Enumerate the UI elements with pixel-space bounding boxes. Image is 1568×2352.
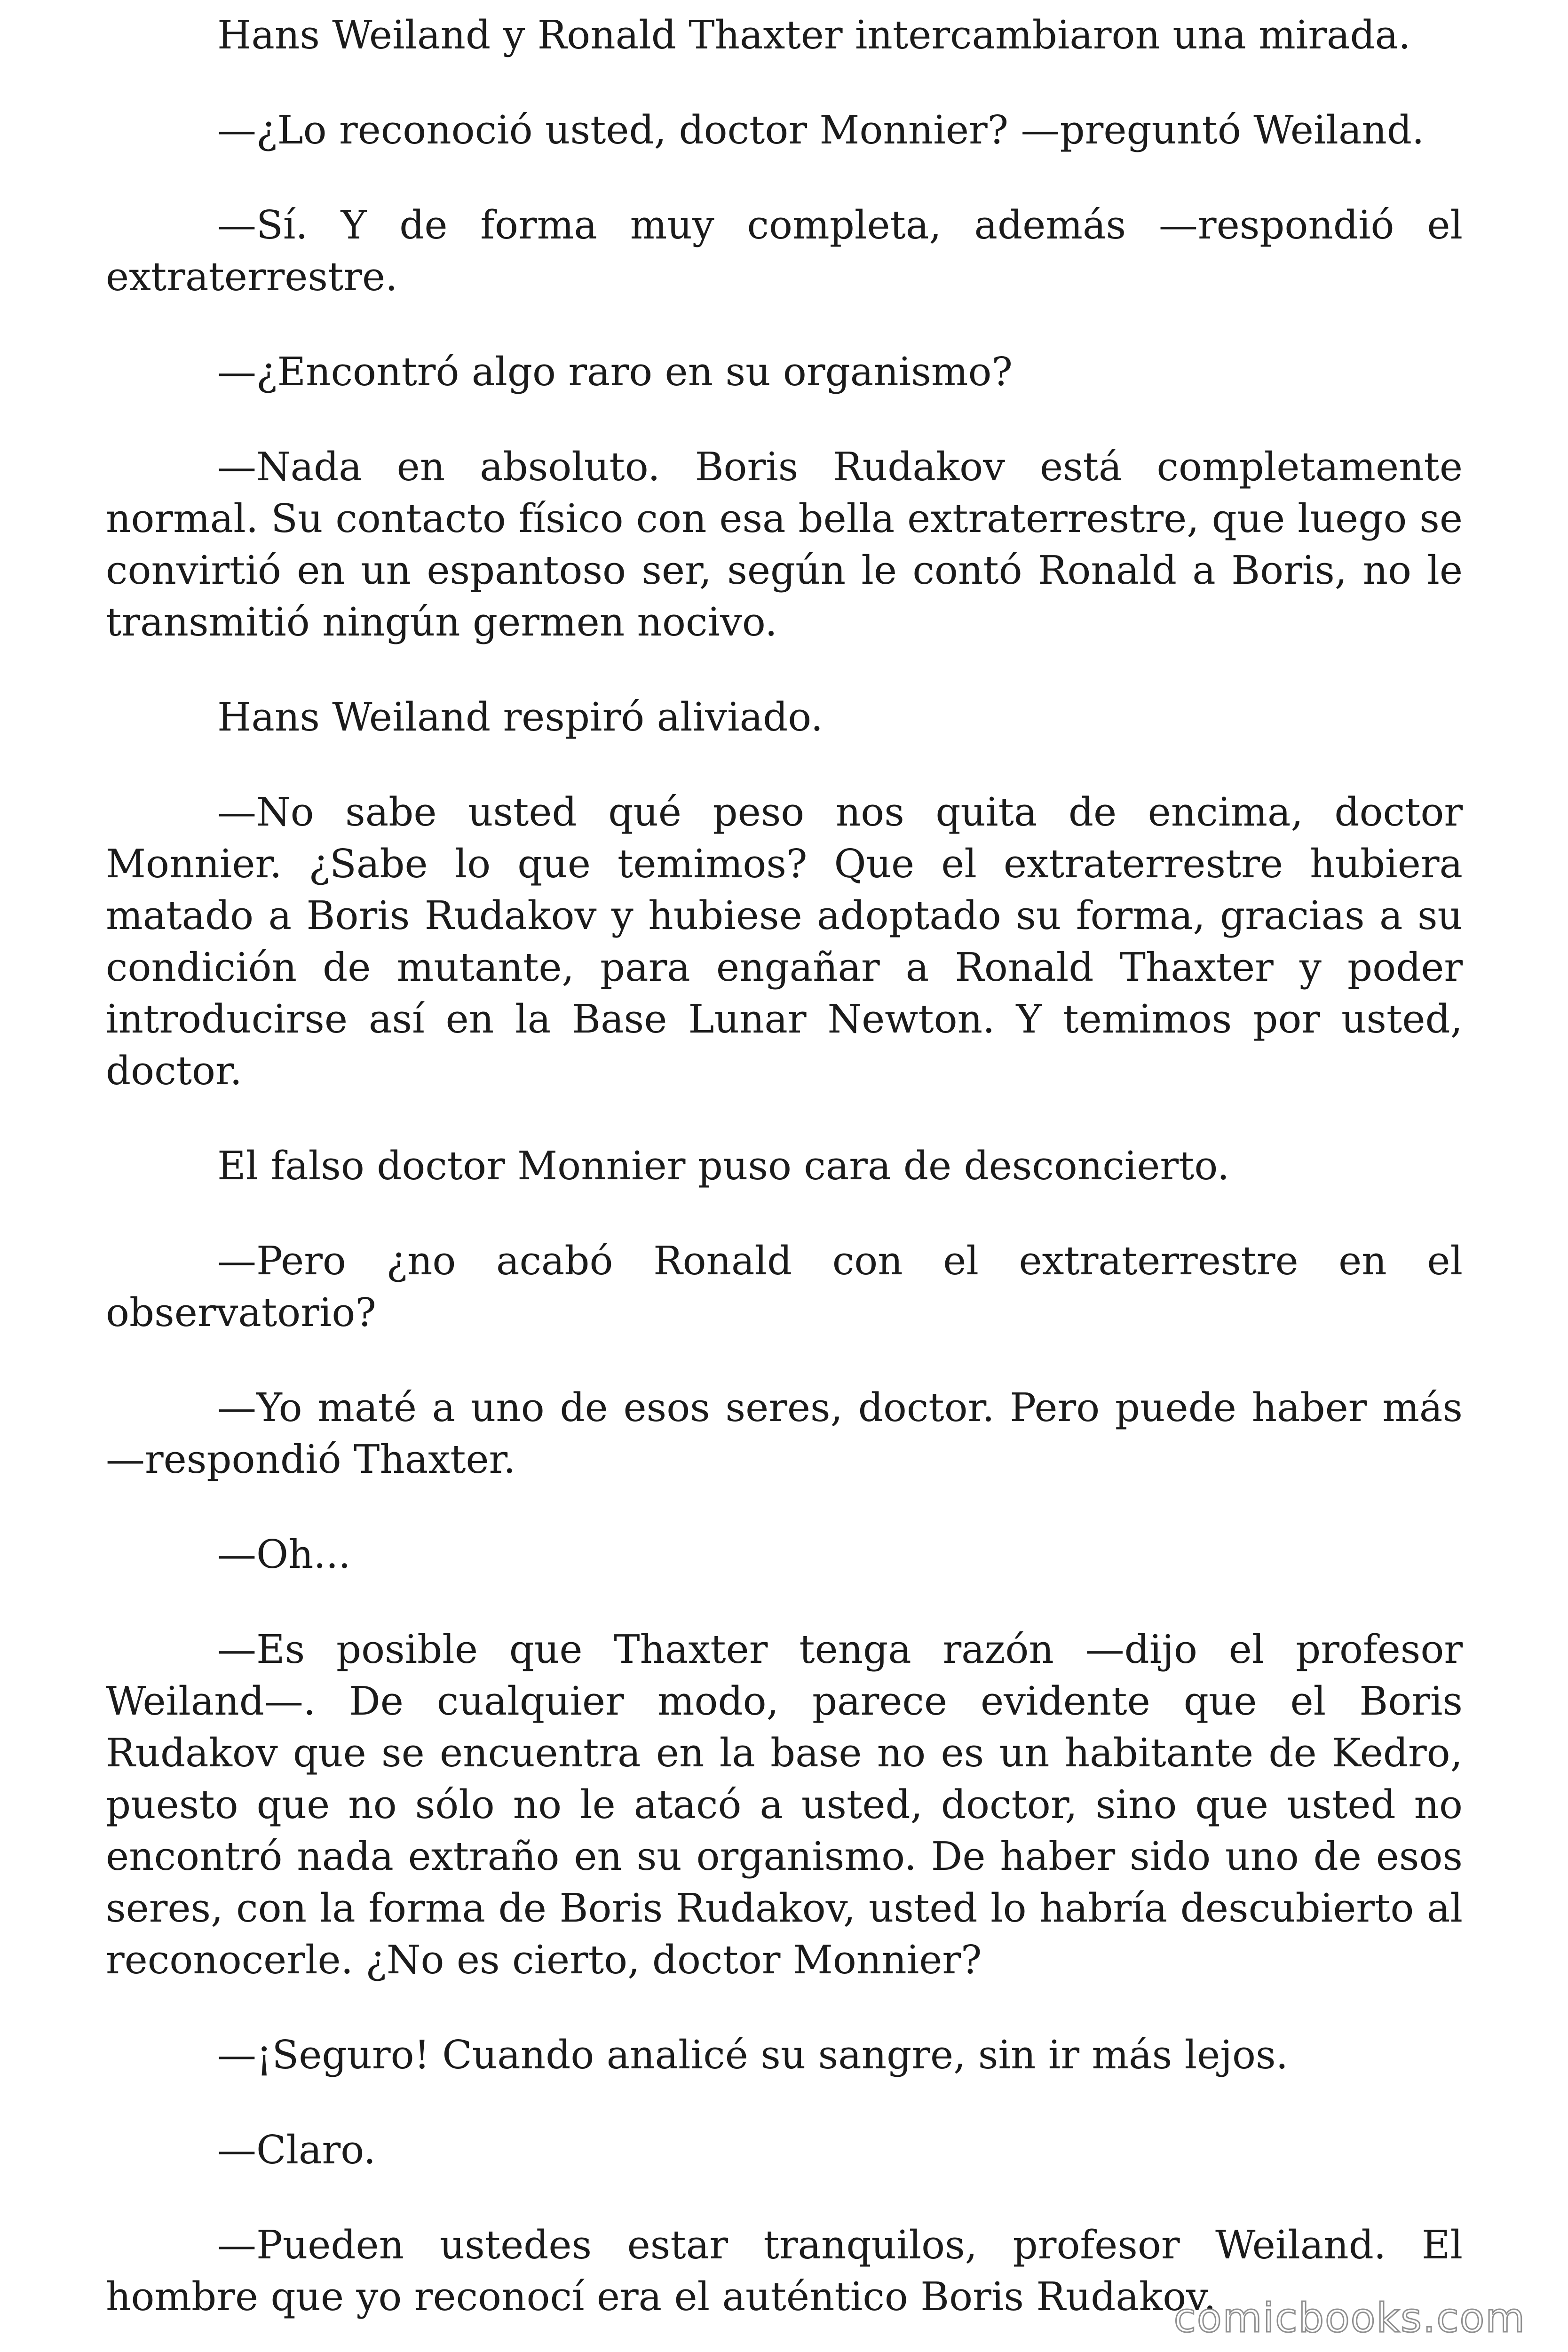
paragraph: —Claro. — [217, 2127, 376, 2173]
paragraph: —Oh... — [217, 1532, 351, 1577]
paragraph: —Pueden ustedes estar tranquilos, profesor Weiland. El hombre que yo reconocí era el auténtico Boris Rudakov. — [106, 2222, 1463, 2320]
watermark: comicbooks.com — [1173, 2295, 1526, 2342]
paragraph: —Pero ¿no acabó Ronald con el extraterrestre en el observatorio? — [106, 1238, 1463, 1335]
paragraph: Hans Weiland respiró aliviado. — [217, 694, 824, 740]
paragraph: —Nada en absoluto. Boris Rudakov está completamente normal. Su contacto físico con esa bella extraterrestre, que luego se convirtió en un espantoso ser, según le contó Ronald a Boris, no le transmitió ningún germen nocivo. — [106, 444, 1463, 645]
page-text — [106, 9, 1463, 2352]
paragraph: El falso doctor Monnier puso cara de desconcierto. — [217, 1143, 1230, 1189]
paragraph: —¿Lo reconoció usted, doctor Monnier? —preguntó Weiland. — [217, 107, 1425, 153]
paragraph: —Sí. Y de forma muy completa, además —respondió el extraterrestre. — [106, 202, 1463, 300]
paragraph: Hans Weiland y Ronald Thaxter intercambiaron una mirada. — [217, 12, 1411, 58]
paragraph: —Yo maté a uno de esos seres, doctor. Pero puede haber más —respondió Thaxter. — [106, 1385, 1463, 1482]
paragraph: —Es posible que Thaxter tenga razón —dijo el profesor Weiland—. De cualquier modo, parece evidente que el Boris Rudakov que se encuentra en la base no es un habitante de Kedro, puesto que no sólo no le atacó a usted, doctor, sino que usted no encontró nada extraño en su organismo. De haber sido uno de esos seres, con la forma de Boris Rudakov, usted lo habría descubierto al reconocerle. ¿No es cierto, doctor Monnier? — [106, 1627, 1463, 1983]
paragraph: —¿Encontró algo raro en su organismo? — [217, 349, 1013, 395]
paragraph: —No sabe usted qué peso nos quita de encima, doctor Monnier. ¿Sabe lo que temimos? Que el extraterrestre hubiera matado a Boris Rudakov y hubiese adoptado su forma, gracias a su condición de mutante, para engañar a Ronald Thaxter y poder introducirse así en la Base Lunar Newton. Y temimos por usted, doctor. — [106, 789, 1463, 1094]
paragraph: —¡Seguro! Cuando analicé su sangre, sin ir más lejos. — [217, 2032, 1288, 2078]
